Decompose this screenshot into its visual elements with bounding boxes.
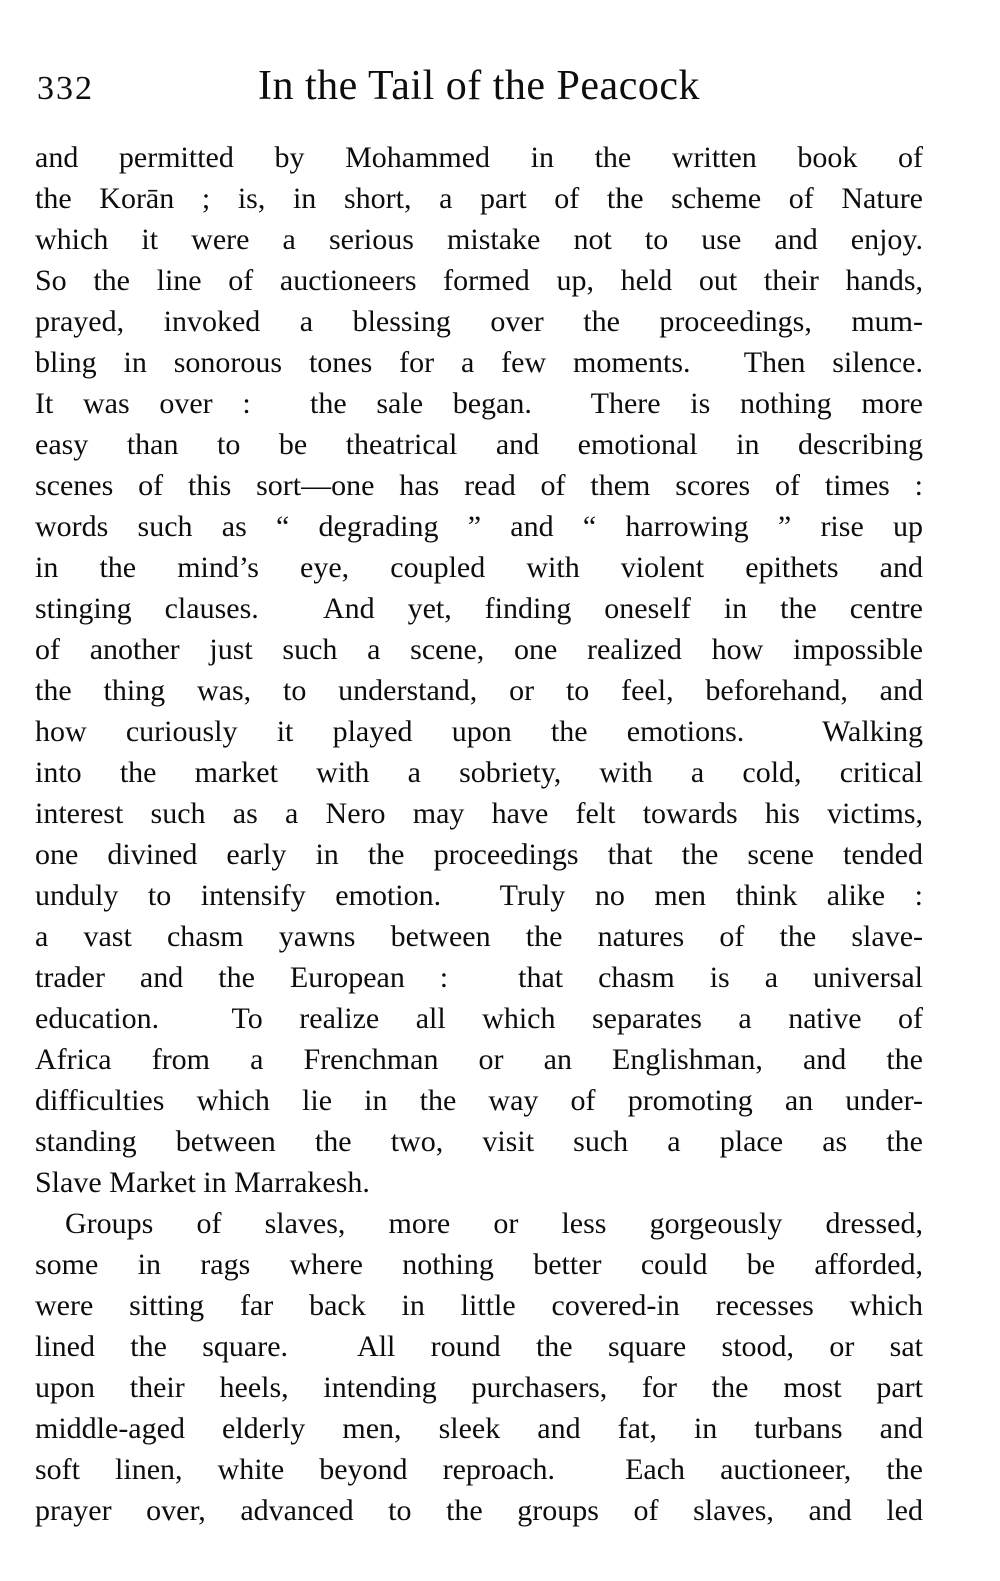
- text-line: interest such as a Nero may have felt towards his victims,: [35, 797, 923, 830]
- text-line: how curiously it played upon the emotions. Walking: [35, 715, 923, 748]
- text-line: education. To realize all which separates a native of: [35, 1002, 923, 1035]
- text-line: middle-aged elderly men, sleek and fat, in turbans and: [35, 1412, 923, 1445]
- text-line: soft linen, white beyond reproach. Each auctioneer, the: [35, 1453, 923, 1486]
- text-line: in the mind’s eye, coupled with violent epithets and: [35, 551, 923, 584]
- text-line: some in rags where nothing better could be afforded,: [35, 1248, 923, 1281]
- text-line: prayer over, advanced to the groups of slaves, and led: [35, 1494, 923, 1527]
- text-line: Groups of slaves, more or less gorgeously dressed,: [65, 1207, 923, 1240]
- text-line: upon their heels, intending purchasers, for the most part: [35, 1371, 923, 1404]
- text-line: were sitting far back in little covered-in recesses which: [35, 1289, 923, 1322]
- text-line: Africa from a Frenchman or an Englishman, and the: [35, 1043, 923, 1076]
- text-line: the Korān ; is, in short, a part of the scheme of Nature: [35, 182, 923, 215]
- text-line: So the line of auctioneers formed up, held out their hands,: [35, 264, 923, 297]
- text-line: into the market with a sobriety, with a cold, critical: [35, 756, 923, 789]
- text-line: a vast chasm yawns between the natures of the slave-: [35, 920, 923, 953]
- text-line: stinging clauses. And yet, finding oneself in the centre: [35, 592, 923, 625]
- running-title: In the Tail of the Peacock: [258, 63, 700, 109]
- text-line: which it were a serious mistake not to use and enjoy.: [35, 223, 923, 256]
- text-line: standing between the two, visit such a place as the: [35, 1125, 923, 1158]
- text-line: and permitted by Mohammed in the written book of: [35, 141, 923, 174]
- text-line: lined the square. All round the square stood, or sat: [35, 1330, 923, 1363]
- text-line: bling in sonorous tones for a few moments. Then silence.: [35, 346, 923, 379]
- text-line: difficulties which lie in the way of promoting an under-: [35, 1084, 923, 1117]
- text-line: the thing was, to understand, or to feel, beforehand, and: [35, 674, 923, 707]
- body-text: [35, 137, 923, 1531]
- text-line: of another just such a scene, one realized how impossible: [35, 633, 923, 666]
- text-line: unduly to intensify emotion. Truly no men think alike :: [35, 879, 923, 912]
- text-line: easy than to be theatrical and emotional in describing: [35, 428, 923, 461]
- page-number: 332: [37, 70, 94, 107]
- text-line: trader and the European : that chasm is a universal: [35, 961, 923, 994]
- text-line: scenes of this sort—one has read of them scores of times :: [35, 469, 923, 502]
- text-line: It was over : the sale began. There is nothing more: [35, 387, 923, 420]
- text-line: Slave Market in Marrakesh.: [35, 1166, 370, 1199]
- page-header: [35, 62, 923, 114]
- text-line: prayed, invoked a blessing over the proceedings, mum-: [35, 305, 923, 338]
- text-line: words such as “ degrading ” and “ harrowing ” rise up: [35, 510, 923, 543]
- text-line: one divined early in the proceedings that the scene tended: [35, 838, 923, 871]
